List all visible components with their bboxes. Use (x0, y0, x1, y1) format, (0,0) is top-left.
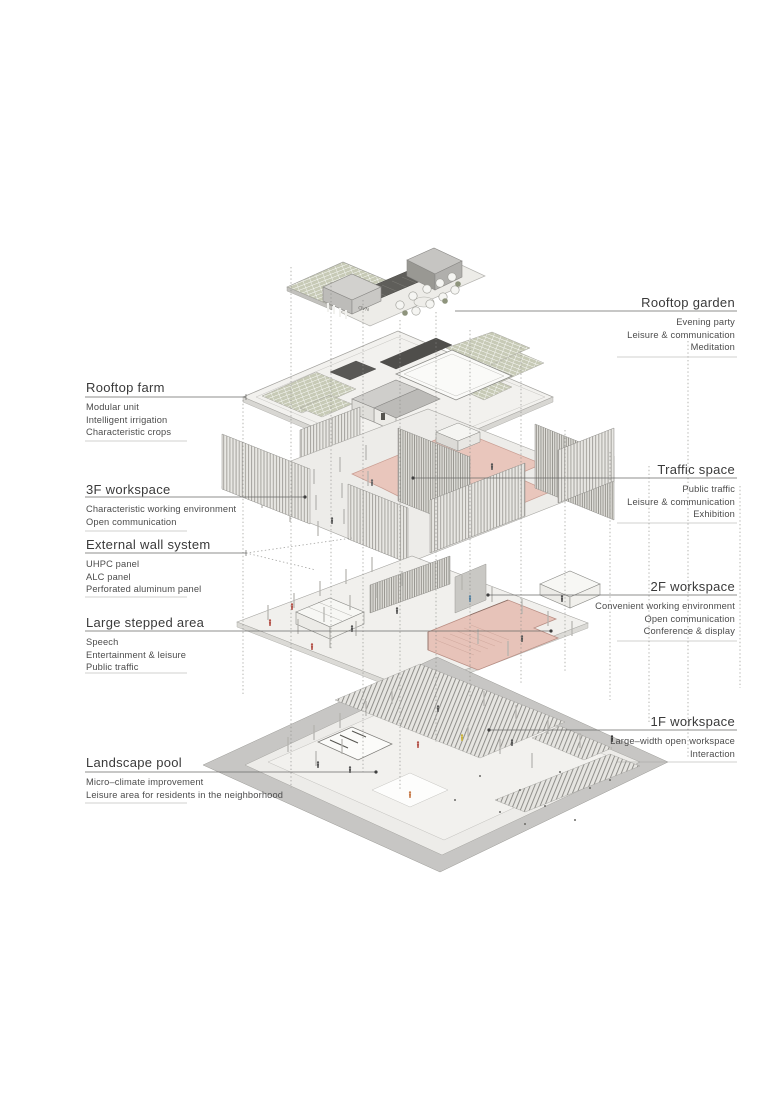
label-title: 2F workspace (650, 579, 735, 594)
label-traffic-space (485, 461, 735, 521)
label-title: 1F workspace (650, 714, 735, 729)
label-large-stepped-area (86, 614, 336, 674)
label-title: 3F workspace (86, 482, 171, 497)
label-item: Convenient working environment (595, 601, 735, 611)
label-1f-workspace (485, 713, 735, 760)
label-title: Traffic space (657, 462, 735, 477)
label-item: Evening party (676, 317, 735, 327)
label-item: UHPC panel (86, 559, 140, 569)
label-item: Open communication (86, 516, 177, 527)
label-item: Open communication (644, 613, 735, 624)
label-rooftop-garden (485, 294, 735, 354)
label-external-wall-system (86, 536, 336, 596)
label-item: Interaction (689, 748, 735, 759)
label-item: Characteristic crops (86, 427, 172, 437)
label-title: Large stepped area (86, 615, 205, 630)
label-item: Characteristic working environment (86, 504, 237, 514)
label-item: Intelligent irrigation (86, 414, 168, 425)
label-title: External wall system (86, 537, 211, 552)
label-item: ALC panel (86, 571, 131, 582)
label-rooftop-farm (86, 379, 336, 439)
label-3f-workspace (86, 481, 336, 528)
label-item: Modular unit (86, 402, 139, 412)
level-rooftop-garden (287, 248, 485, 326)
label-item: Public traffic (86, 662, 139, 672)
label-item: Speech (86, 637, 119, 647)
label-landscape-pool (86, 754, 336, 801)
label-item: Conference & display (643, 626, 735, 636)
label-item: Exhibition (693, 509, 735, 519)
label-item: Entertainment & leisure (86, 649, 187, 660)
label-item: Public traffic (682, 484, 735, 494)
label-title: Rooftop farm (86, 380, 165, 395)
label-item: Leisure & communication (627, 496, 735, 507)
label-title: Landscape pool (86, 755, 182, 770)
label-item: Perforated aluminum panel (86, 584, 202, 594)
label-2f-workspace (485, 578, 735, 638)
label-item: Leisure area for residents in the neighborhood (86, 789, 284, 800)
label-item: Large–width open workspace (610, 736, 735, 746)
label-item: Meditation (690, 342, 735, 352)
label-item: Leisure & communication (627, 329, 735, 340)
building-sign: OVN (357, 305, 370, 314)
label-title: Rooftop garden (641, 295, 735, 310)
label-item: Micro–climate improvement (86, 777, 204, 787)
